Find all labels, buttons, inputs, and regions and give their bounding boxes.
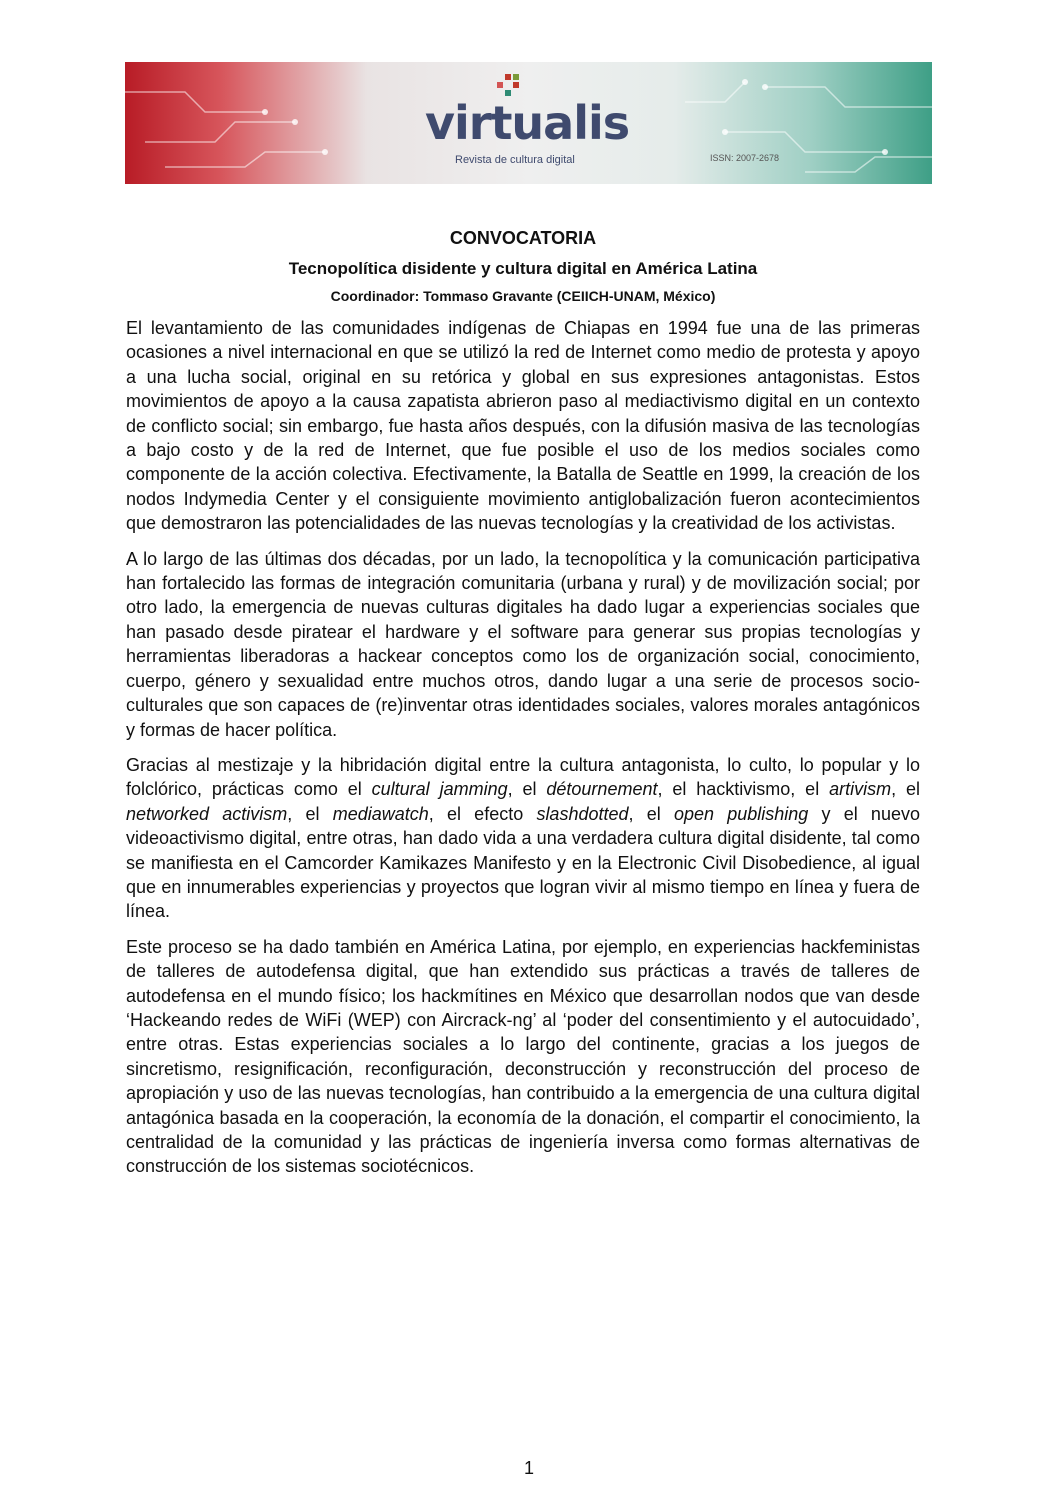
logo-pixel-mark [497,74,519,96]
paragraph-4: Este proceso se ha dado también en América Latina, por ejemplo, en experiencias hackfeministas de talleres de autodefensa digital, que han extendido sus prácticas a través de talleres de autodefensa en el mundo físico; los hackmítines en México que desarrollan nodos que van desde ‘Hackeando redes de WiFi (WEP) con Aircrack-ng’ al ‘poder del consentimiento y el autocuidado’, entre otras. Estas experiencias sociales a lo largo del continente, gracias a los juegos de sincretismo, resignificación, reconfiguración, deconstrucción y reconstrucción del proceso de apropiación y uso de las nuevas tecnologías, han contribuido a la emergencia de una cultura digital antagónica basada en la cooperación, la economía de la donación, el compartir el conocimiento, la centralidad de la comunidad y las prácticas de ingeniería inversa como formas alternativas de construcción de los sistemas sociotécnicos. [126,936,920,1177]
paragraph-2: A lo largo de las últimas dos décadas, por un lado, la tecnopolítica y la comunicación participativa han fortalecido las formas de integración comunitaria (urbana y rural) y de movilización social; por otro lado, la emergencia de nuevas culturas digitales ha dado lugar a experiencias sociales que han pasado desde piratear el hardware y el software para generar sus propias tecnologías y herramientas liberadoras a hackear conceptos como los de organización social, conocimiento, cuerpo, género y sexualidad entre muchos otros, dando lugar a una serie de procesos socio-culturales que son capaces de (re)inventar otras identidades sociales, valores morales antagónicos y formas de hacer política. [126,548,920,740]
coordinator-line: Coordinador: Tommaso Gravante (CEIICH-UNAM, México) [330,288,716,304]
paragraph-3: Gracias al mestizaje y la hibridación digital entre la cultura antagonista, lo culto, lo popular y lo folclórico, prácticas como el cultural jamming, el détournement, el hacktivismo, el artivism, el networked activism, el mediawatch, el efecto slashdotted, el open publishing y el nuevo videoactivismo digital, entre otras, han dado vida a una verdadera cultura digital disidente, tal como se manifiesta en el Camcorder Kamikazes Manifesto y en la Electronic Civil Disobedience, al igual que en innumerables experiencias y proyectos que logran vivir al mismo tiempo en línea y fuera de línea. [126,754,920,922]
paragraph-1: El levantamiento de las comunidades indígenas de Chiapas en 1994 fue una de las primeras ocasiones a nivel internacional en que se utilizó la red de Internet como medio de protesta y apoyo a una lucha social, original en su retórica y global en sus expresiones antagonistas. Estos movimientos de apoyo a la causa zapatista abrieron paso al mediactivismo digital en un contexto de conflicto social; sin embargo, fue hasta años después, con la difusión masiva de las tecnologías a bajo costo y de la red de Internet, que fue posible el uso de los medios sociales como componente de la acción colectiva. Efectivamente, la Batalla de Seattle en 1999, la creación de los nodos Indymedia Center y el consiguiente movimiento antiglobalización fueron acontecimientos que demostraron las potencialidades de las nuevas tecnologías y la creatividad de los activistas. [126,318,920,534]
page-number: 1 [523,1458,534,1478]
journal-banner [125,62,932,184]
document-title: Tecnopolítica disidente y cultura digital en América Latina [288,259,758,278]
document-heading: CONVOCATORIA [449,228,597,248]
document-body [126,226,920,1179]
issn-label: ISSN: 2007-2678 [710,153,780,163]
journal-subtitle: Revista de cultura digital [455,154,575,166]
journal-logo: virtualis [425,96,630,150]
